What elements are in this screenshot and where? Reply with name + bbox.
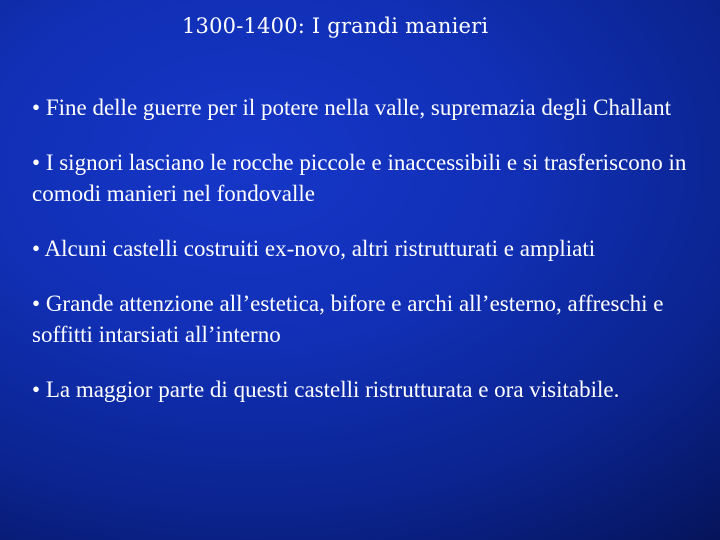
bullet-text: La maggior parte di questi castelli ristrutturata e ora visitabile. <box>45 377 620 402</box>
bullet-text: Grande attenzione all’estetica, bifore e archi all’esterno, affreschi e soffitti intarsiati all’interno <box>32 291 664 347</box>
bullet-text: I signori lasciano le rocche piccole e inaccessibili e si trasferiscono in comodi manieri nel fondovalle <box>32 150 687 206</box>
bullet-text: Fine delle guerre per il potere nella valle, supremazia degli Challant <box>45 95 672 120</box>
bullet-marker: • <box>32 291 46 316</box>
bullet-item <box>32 147 702 209</box>
bullet-item <box>32 92 702 123</box>
bullet-item <box>32 233 702 264</box>
bullet-marker: • <box>32 236 45 261</box>
bullet-text: Alcuni castelli costruiti ex-novo, altri ristrutturati e ampliati <box>44 236 596 261</box>
bullet-item <box>32 288 702 350</box>
bullet-item <box>32 374 702 405</box>
bullet-marker: • <box>32 95 46 120</box>
bullet-marker: • <box>32 150 46 175</box>
bullet-marker: • <box>32 377 46 402</box>
bullet-list <box>32 92 702 429</box>
slide-title: 1300-1400: I grandi manieri <box>182 14 489 38</box>
